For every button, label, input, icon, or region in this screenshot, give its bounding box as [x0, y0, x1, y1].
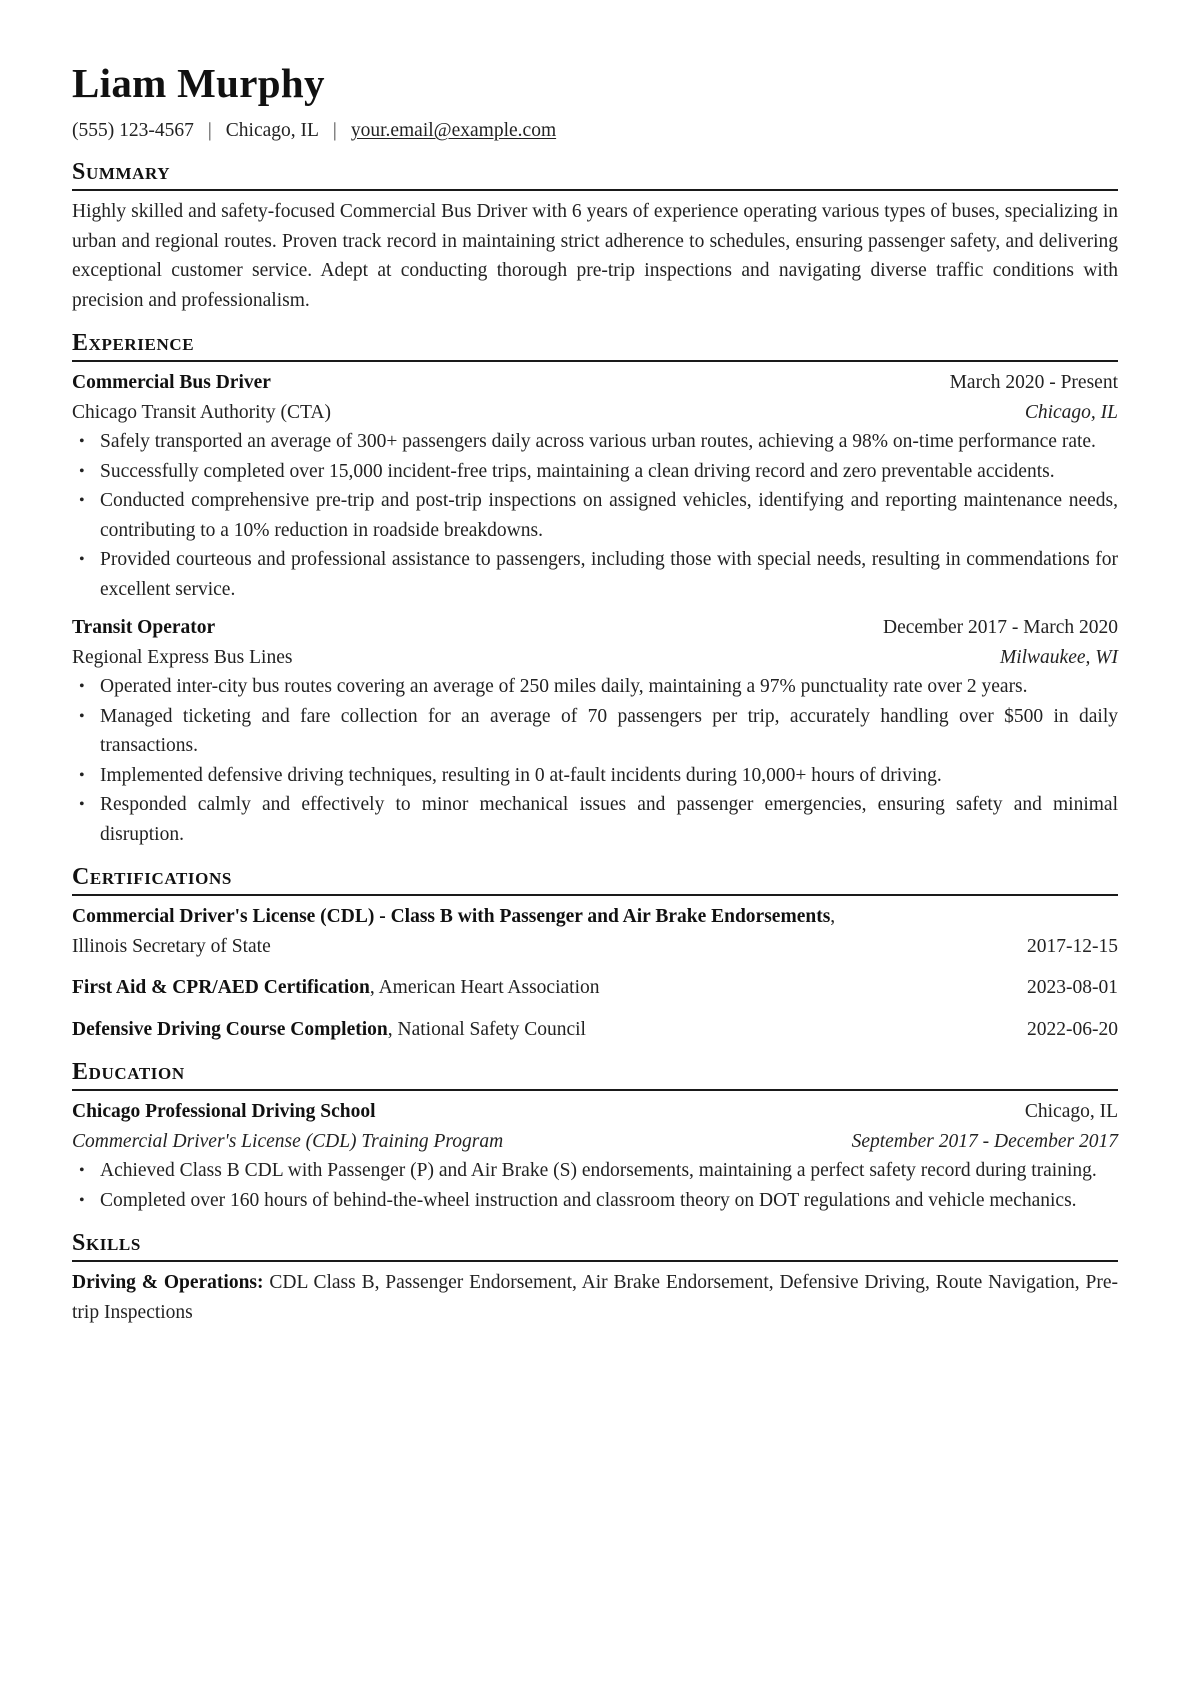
bullet-text: Managed ticketing and fare collection for an average of 70 passengers per trip, accurately handling over $500 in daily transactions. — [100, 705, 1118, 756]
job-entry — [72, 613, 1118, 849]
bullet-item — [72, 427, 1118, 457]
bullet-icon: • — [79, 796, 85, 813]
bullet-text: Responded calmly and effectively to minor mechanical issues and passenger emergencies, ensuring safety and minimal disruption. — [100, 794, 1118, 845]
bullet-text: Operated inter-city bus routes covering an average of 250 miles daily, maintaining a 97% punctuality rate over 2 years. — [100, 676, 1028, 697]
job-dates: March 2020 - Present — [949, 372, 1118, 393]
certification-item — [72, 1015, 1118, 1045]
bullet-item — [72, 1156, 1118, 1186]
bullet-item — [72, 702, 1118, 761]
bullet-text: Completed over 160 hours of behind-the-wheel instruction and classroom theory on DOT regulations and vehicle mechanics. — [100, 1189, 1077, 1211]
bullet-icon: • — [79, 551, 85, 568]
school-location: Chicago, IL — [1024, 1101, 1118, 1122]
phone: (555) 123-4567 — [72, 120, 194, 141]
bullet-text: Implemented defensive driving techniques, resulting in 0 at-fault incidents during 10,000+ hours of driving. — [100, 764, 942, 786]
job-bullets — [72, 427, 1118, 604]
certification-item — [72, 973, 1118, 1003]
section-title-certifications: Certifications — [72, 863, 1118, 896]
bullet-item — [72, 790, 1118, 849]
job-title: Commercial Bus Driver — [72, 372, 271, 393]
bullet-text: Provided courteous and professional assistance to passengers, including those with special needs, resulting in commendations for excellent service. — [100, 549, 1118, 600]
bullet-item — [72, 545, 1118, 604]
summary-text: Highly skilled and safety-focused Commercial Bus Driver with 6 years of experience operating various types of buses, specializing in urban and regional routes. Proven track record in maintaining strict adherence to schedules, ensuring passenger safety, and delivering exceptional customer service. Adept at conducting thorough pre-trip inspections and navigating diverse traffic conditions with precision and professionalism. — [72, 201, 1118, 311]
location: Chicago, IL — [225, 120, 319, 141]
job-title: Transit Operator — [72, 617, 216, 638]
email-link[interactable]: your.email@example.com — [350, 120, 557, 141]
bullet-text: Safely transported an average of 300+ passengers daily across various urban routes, achieving a 98% on-time performance rate. — [100, 431, 1096, 452]
program-dates: September 2017 - December 2017 — [851, 1130, 1118, 1152]
certification-date: 2017-12-15 — [1027, 935, 1118, 957]
separator: | — [332, 120, 337, 141]
section-title-skills: Skills — [72, 1229, 1118, 1262]
job-bullets — [72, 672, 1118, 849]
certification-issuer: National Safety Council — [397, 1018, 586, 1040]
job-location: Milwaukee, WI — [999, 646, 1118, 668]
education-section — [72, 1058, 1118, 1215]
job-company: Regional Express Bus Lines — [72, 646, 293, 668]
section-title-education: Education — [72, 1058, 1118, 1091]
comma: , — [830, 906, 836, 927]
skills-section — [72, 1229, 1118, 1327]
section-title-experience: Experience — [72, 329, 1118, 362]
certification-item — [72, 902, 1118, 961]
certification-name: First Aid & CPR/AED Certification — [72, 977, 370, 998]
certification-name: Commercial Driver's License (CDL) - Class B with Passenger and Air Brake Endorsements — [72, 906, 831, 927]
bullet-text: Successfully completed over 15,000 incident-free trips, maintaining a clean driving record and zero preventable accidents. — [100, 460, 1055, 482]
job-dates: December 2017 - March 2020 — [883, 617, 1118, 638]
resume-page — [72, 58, 1118, 1327]
education-bullets — [72, 1156, 1118, 1215]
skills-line — [72, 1268, 1118, 1327]
skills-list: CDL Class B, Passenger Endorsement, Air Brake Endorsement, Defensive Driving, Route Navigation, Pre-trip Inspections — [72, 1272, 1119, 1323]
bullet-icon: • — [79, 678, 85, 695]
candidate-name: Liam Murphy — [72, 60, 325, 106]
bullet-text: Achieved Class B CDL with Passenger (P) and Air Brake (S) endorsements, maintaining a perfect safety record during training. — [100, 1160, 1097, 1181]
bullet-icon: • — [79, 766, 85, 784]
education-entry — [72, 1097, 1118, 1215]
comma: , — [387, 1018, 393, 1040]
skills-category: Driving & Operations: — [72, 1272, 264, 1293]
job-company: Chicago Transit Authority (CTA) — [72, 401, 331, 423]
certification-date: 2023-08-01 — [1027, 977, 1118, 998]
contact-line — [72, 118, 1118, 144]
bullet-icon: • — [79, 433, 85, 450]
certification-name: Defensive Driving Course Completion — [72, 1018, 388, 1040]
certifications-section — [72, 863, 1118, 1044]
summary-section — [72, 158, 1118, 315]
bullet-item — [72, 761, 1118, 791]
bullet-icon: • — [79, 1191, 85, 1209]
program-name: Commercial Driver's License (CDL) Training Program — [72, 1130, 504, 1152]
bullet-item — [72, 457, 1118, 487]
bullet-icon: • — [79, 1162, 85, 1179]
section-title-summary: Summary — [72, 158, 1118, 191]
comma: , — [369, 977, 375, 998]
certification-issuer: Illinois Secretary of State — [72, 935, 271, 957]
certification-date: 2022-06-20 — [1027, 1018, 1118, 1040]
bullet-icon: • — [79, 707, 85, 725]
bullet-item — [72, 486, 1118, 545]
bullet-item — [72, 1186, 1118, 1216]
certification-issuer: American Heart Association — [378, 977, 600, 998]
separator: | — [207, 120, 212, 141]
bullet-item — [72, 672, 1118, 702]
bullet-icon: • — [79, 462, 85, 480]
job-entry — [72, 368, 1118, 604]
bullet-icon: • — [79, 492, 85, 509]
bullet-text: Conducted comprehensive pre-trip and post-trip inspections on assigned vehicles, identifying and reporting maintenance needs, contributing to a 10% reduction in roadside breakdowns. — [100, 490, 1118, 541]
job-location: Chicago, IL — [1024, 401, 1118, 423]
experience-section — [72, 329, 1118, 849]
school-name: Chicago Professional Driving School — [72, 1101, 376, 1122]
